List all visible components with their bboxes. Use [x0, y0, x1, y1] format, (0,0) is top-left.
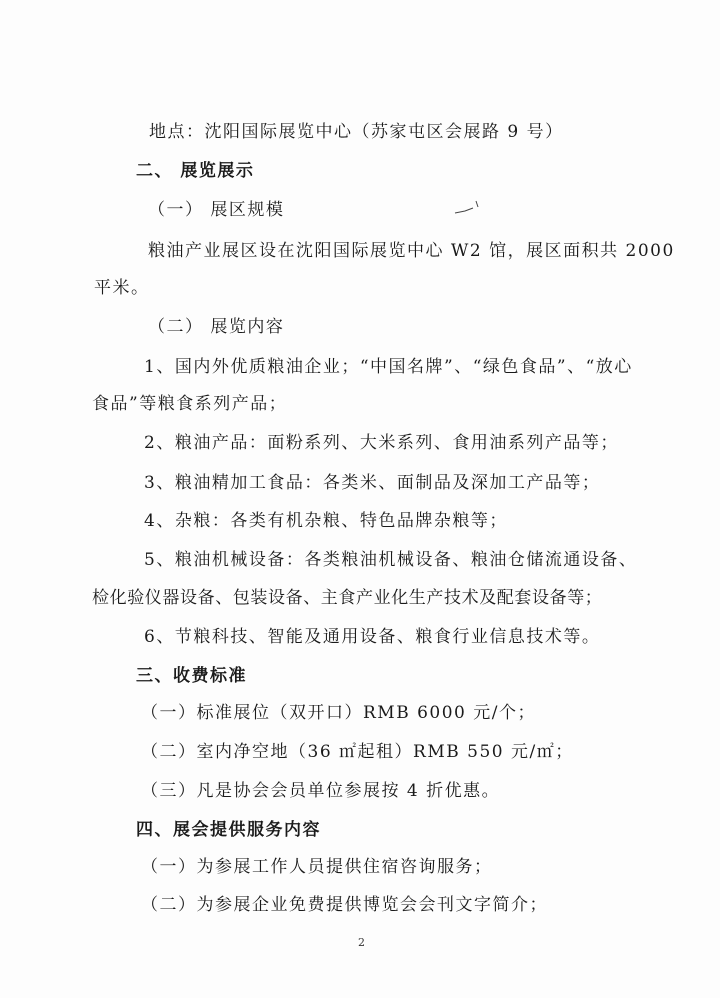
service-item-2: （二）为参展企业免费提供博览会会刊文字简介；: [141, 895, 548, 915]
list-item-6: 6、节粮科技、智能及通用设备、粮食行业信息技术等。: [144, 627, 601, 647]
section-heading-exhibition: 二、 展览展示: [136, 161, 255, 181]
fee-item-1: （一）标准展位（双开口）RMB 6000 元/个；: [141, 703, 536, 723]
list-item-1-line-1: 1、国内外优质粮油企业；“中国名牌”、“绿色食品”、“放心: [144, 357, 633, 377]
list-item-5-line-2: 检化验仪器设备、包装设备、主食产业化生产技术及配套设备等；: [92, 588, 603, 608]
section-heading-fees: 三、收费标准: [136, 666, 247, 686]
list-item-3: 3、粮油精加工食品：各类米、面制品及深加工产品等；: [144, 473, 601, 493]
fee-item-3: （三）凡是协会会员单位参展按 4 折优惠。: [141, 781, 501, 801]
paragraph-scale-line-2: 平米。: [94, 278, 150, 298]
subheading-exhibit-scale: （一） 展区规模: [148, 200, 285, 220]
service-item-1: （一）为参展工作人员提供住宿咨询服务；: [141, 857, 493, 877]
list-item-5-line-1: 5、粮油机械设备：各类粮油机械设备、粮油仓储流通设备、: [144, 550, 638, 570]
list-item-2: 2、粮油产品：面粉系列、大米系列、食用油系列产品等；: [144, 433, 619, 453]
list-item-4: 4、杂粮：各类有机杂粮、特色品牌杂粮等；: [144, 511, 508, 531]
list-item-1-line-2: 食品”等粮食系列产品；: [92, 394, 288, 414]
section-heading-services: 四、展会提供服务内容: [136, 820, 321, 840]
paragraph-scale-line-1: 粮油产业展区设在沈阳国际展览中心 W2 馆，展区面积共 2000: [148, 241, 675, 261]
pen-mark-icon: [453, 199, 483, 217]
location-line: 地点：沈阳国际展览中心（苏家屯区会展路 9 号）: [149, 122, 564, 142]
page-number: 2: [358, 936, 365, 949]
subheading-exhibit-content: （二） 展览内容: [148, 317, 285, 337]
fee-item-2: （二）室内净空地（36 ㎡起租）RMB 550 元/㎡；: [141, 742, 574, 762]
